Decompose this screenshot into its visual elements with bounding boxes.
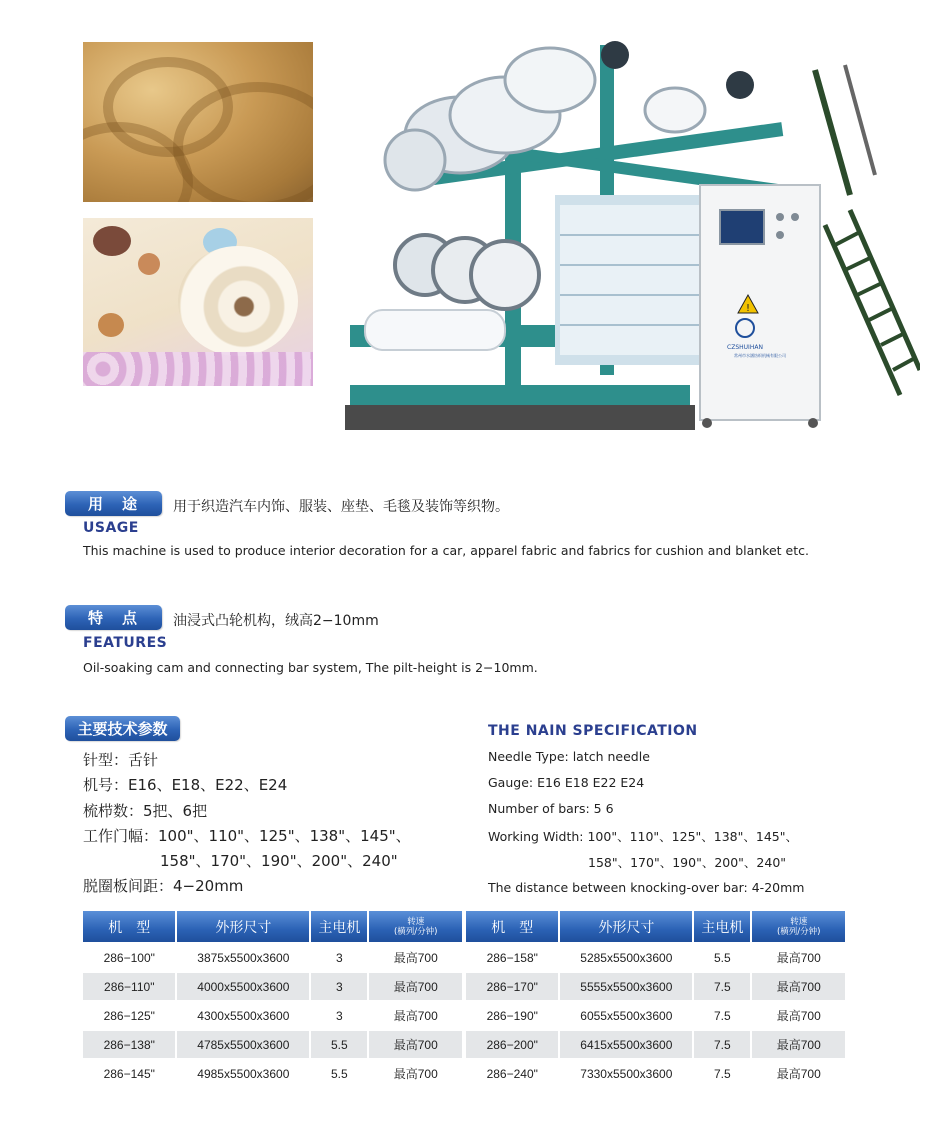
features-en-text: Oil-soaking cam and connecting bar system, The pilt-height is 2−10mm. <box>83 660 538 675</box>
table-row <box>466 973 845 1000</box>
motor-cell: 7.5 <box>694 1060 750 1087</box>
dimensions-cell: 7330x5500x3600 <box>560 1060 692 1087</box>
spec-cn-line: 针型：舌针 <box>83 751 159 769</box>
spec-en-line: 158"、170"、190"、200"、240" <box>588 855 787 870</box>
speed-cell: 最高700 <box>369 1031 462 1058</box>
spec-en-heading: THE NAIN SPECIFICATION <box>488 723 698 739</box>
speed-label: 转速 <box>790 916 808 927</box>
speed-cell: 最高700 <box>752 1060 845 1087</box>
spec-cn-line: 机号：E16、E18、E22、E24 <box>83 776 288 794</box>
motor-cell: 7.5 <box>694 973 750 1000</box>
table-row <box>83 1031 462 1058</box>
spec-cn-badge: 主要技术参数 <box>65 716 180 741</box>
col-header-model: 机 型 <box>83 911 175 942</box>
motor-cell: 5.5 <box>311 1060 367 1087</box>
col-header-motor: 主电机 <box>694 911 750 942</box>
speed-cell: 最高700 <box>752 1031 845 1058</box>
model-cell: 286−145" <box>83 1060 175 1087</box>
table-row <box>466 944 845 971</box>
model-cell: 286−138" <box>83 1031 175 1058</box>
col-header-dimensions: 外形尺寸 <box>560 911 692 942</box>
motor-cell: 7.5 <box>694 1002 750 1029</box>
blanket-roll-photo <box>83 218 313 386</box>
table-row <box>466 1002 845 1029</box>
usage-heading: USAGE <box>83 520 139 536</box>
motor-cell: 5.5 <box>311 1031 367 1058</box>
dimensions-cell: 4000x5500x3600 <box>177 973 309 1000</box>
model-cell: 286−100" <box>83 944 175 971</box>
speed-cell: 最高700 <box>752 944 845 971</box>
model-cell: 286−158" <box>466 944 558 971</box>
col-header-model: 机 型 <box>466 911 558 942</box>
table-row <box>83 1002 462 1029</box>
features-badge: 特 点 <box>65 605 162 630</box>
model-cell: 286−240" <box>466 1060 558 1087</box>
model-cell: 286−190" <box>466 1002 558 1029</box>
spec-en-line: Working Width: 100"、110"、125"、138"、145"、 <box>488 829 798 844</box>
dimensions-cell: 5285x5500x3600 <box>560 944 692 971</box>
spec-en-line: Gauge: E16 E18 E22 E24 <box>488 775 645 790</box>
motor-cell: 3 <box>311 1002 367 1029</box>
dimensions-cell: 6055x5500x3600 <box>560 1002 692 1029</box>
dimensions-cell: 4985x5500x3600 <box>177 1060 309 1087</box>
spec-en-line: Needle Type: latch needle <box>488 749 650 764</box>
table-row <box>83 1060 462 1087</box>
model-cell: 286−125" <box>83 1002 175 1029</box>
speed-label: 转速 <box>407 916 425 927</box>
spec-table-left <box>81 909 464 1089</box>
spec-cn-line: 脱圈板间距：4−20mm <box>83 877 244 895</box>
motor-cell: 3 <box>311 944 367 971</box>
svg-text:!: ! <box>745 303 751 314</box>
table-row <box>466 1031 845 1058</box>
spec-cn-line: 158"、170"、190"、200"、240" <box>160 852 398 870</box>
model-cell: 286−200" <box>466 1031 558 1058</box>
dimensions-cell: 5555x5500x3600 <box>560 973 692 1000</box>
spec-cn-line: 梳栉数：5把、6把 <box>83 802 208 820</box>
model-cell: 286−170" <box>466 973 558 1000</box>
col-header-dimensions: 外形尺寸 <box>177 911 309 942</box>
speed-cell: 最高700 <box>369 1060 462 1087</box>
table-row <box>83 973 462 1000</box>
speed-cell: 最高700 <box>369 1002 462 1029</box>
table-row <box>83 944 462 971</box>
speed-cell: 最高700 <box>369 944 462 971</box>
brand-label: CZSHUIHAN <box>727 344 763 351</box>
dimensions-cell: 6415x5500x3600 <box>560 1031 692 1058</box>
spec-table-right <box>464 909 847 1089</box>
dimensions-cell: 4300x5500x3600 <box>177 1002 309 1029</box>
motor-cell: 5.5 <box>694 944 750 971</box>
speed-cell: 最高700 <box>369 973 462 1000</box>
col-header-speed <box>369 911 462 942</box>
col-header-motor: 主电机 <box>311 911 367 942</box>
table-row <box>466 1060 845 1087</box>
features-heading: FEATURES <box>83 635 168 651</box>
motor-cell: 3 <box>311 973 367 1000</box>
usage-en-text: This machine is used to produce interior decoration for a car, apparel fabric and fabrics for cushion and blanket etc. <box>83 543 809 558</box>
model-cell: 286−110" <box>83 973 175 1000</box>
dimensions-cell: 4785x5500x3600 <box>177 1031 309 1058</box>
col-header-speed <box>752 911 845 942</box>
dimensions-cell: 3875x5500x3600 <box>177 944 309 971</box>
warp-knitting-machine-image <box>345 25 920 455</box>
usage-cn-text: 用于织造汽车内饰、服装、座垫、毛毯及装饰等织物。 <box>173 499 509 515</box>
speed-unit: (横列/分钟) <box>776 926 821 937</box>
speed-unit: (横列/分钟) <box>393 926 438 937</box>
plush-fabric-photo <box>83 42 313 202</box>
spec-en-line: Number of bars: 5 6 <box>488 801 614 816</box>
speed-cell: 最高700 <box>752 1002 845 1029</box>
brand-cn-label: 常州市水涵纺织机械有限公司 <box>734 353 786 358</box>
speed-cell: 最高700 <box>752 973 845 1000</box>
motor-cell: 7.5 <box>694 1031 750 1058</box>
features-cn-text: 油浸式凸轮机构，绒高2−10mm <box>173 613 379 629</box>
spec-cn-line: 工作门幅：100"、110"、125"、138"、145"、 <box>83 827 411 845</box>
spec-en-line: The distance between knocking-over bar: 4-20mm <box>488 880 805 895</box>
usage-badge: 用 途 <box>65 491 162 516</box>
